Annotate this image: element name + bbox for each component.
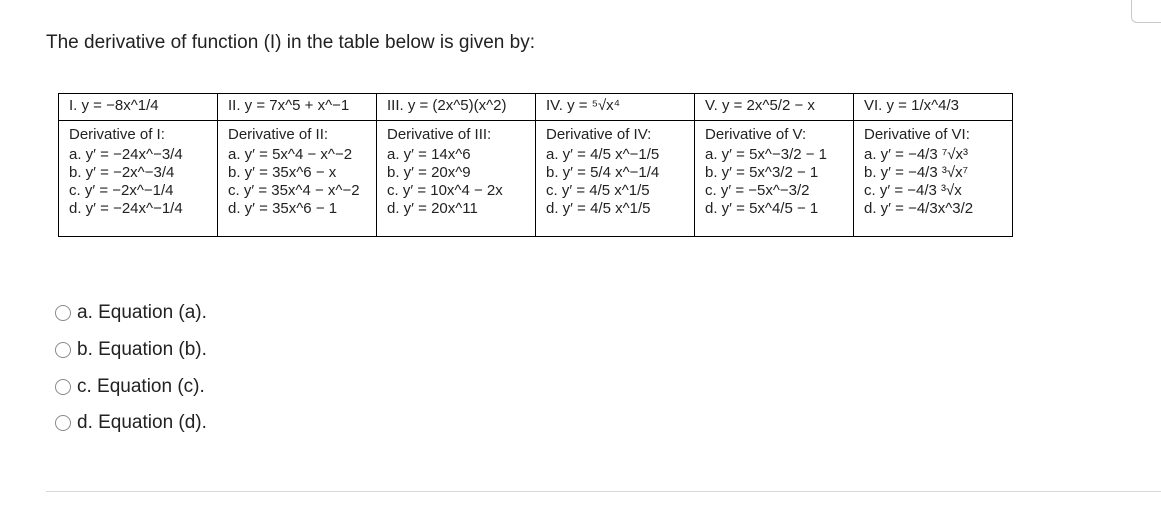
derivative-subheader: Derivative of V: xyxy=(705,126,807,143)
divider xyxy=(46,491,1161,492)
answer-choice-b[interactable] xyxy=(55,332,207,369)
radio-button-a[interactable] xyxy=(55,305,71,321)
function-label: IV. y = ⁵√x⁴ xyxy=(546,97,621,114)
derivative-option: d. y′ = 20x^11 xyxy=(387,200,478,217)
answer-choice-label: d. Equation (d). xyxy=(77,412,207,434)
derivative-option: b. y′ = 5x^3/2 − 1 xyxy=(705,164,819,181)
corner-box xyxy=(1131,0,1161,23)
answer-choice-label: a. Equation (a). xyxy=(77,302,207,324)
derivative-option: c. y′ = 10x^4 − 2x xyxy=(387,182,503,199)
derivative-option: c. y′ = −4/3 ³√x xyxy=(864,182,962,199)
table-header-row xyxy=(59,94,1013,121)
table-cell-derivatives-4 xyxy=(536,121,695,237)
derivative-option: b. y′ = 35x^6 − x xyxy=(228,164,337,181)
answer-choice-d[interactable] xyxy=(55,405,207,442)
function-label: II. y = 7x^5 + x^−1 xyxy=(228,97,350,114)
answer-choice-label: b. Equation (b). xyxy=(77,339,207,361)
table-body-row xyxy=(59,121,1013,237)
derivative-subheader: Derivative of III: xyxy=(387,126,492,143)
derivative-option: d. y′ = 35x^6 − 1 xyxy=(228,200,338,217)
derivative-subheader: Derivative of VI: xyxy=(864,126,970,143)
answer-choice-a[interactable] xyxy=(55,295,207,332)
derivative-option: a. y′ = 5x^4 − x^−2 xyxy=(228,146,353,163)
table-cell-function-4 xyxy=(536,94,695,121)
derivative-option: b. y′ = −4/3 ³√x⁷ xyxy=(864,164,969,181)
table-cell-derivatives-5 xyxy=(695,121,854,237)
derivative-subheader: Derivative of I: xyxy=(69,126,165,143)
table-cell-function-1 xyxy=(59,94,218,121)
answer-choice-c[interactable] xyxy=(55,368,207,405)
table-cell-derivatives-3 xyxy=(377,121,536,237)
radio-button-c[interactable] xyxy=(55,379,71,395)
table-cell-function-3 xyxy=(377,94,536,121)
derivative-option: c. y′ = 35x^4 − x^−2 xyxy=(228,182,360,199)
table-cell-derivatives-2 xyxy=(218,121,377,237)
derivative-option: a. y′ = −24x^−3/4 xyxy=(69,146,183,163)
table-cell-derivatives-6 xyxy=(854,121,1013,237)
derivative-option: d. y′ = 5x^4/5 − 1 xyxy=(705,200,819,217)
derivative-option: a. y′ = 4/5 x^−1/5 xyxy=(546,146,660,163)
question-text: The derivative of function (I) in the table below is given by: xyxy=(46,32,535,53)
radio-button-d[interactable] xyxy=(55,415,71,431)
derivative-option: c. y′ = −2x^−1/4 xyxy=(69,182,174,199)
derivative-table xyxy=(58,93,1013,237)
derivative-option: c. y′ = 4/5 x^1/5 xyxy=(546,182,650,199)
derivative-option: c. y′ = −5x^−3/2 xyxy=(705,182,810,199)
function-label: VI. y = 1/x^4/3 xyxy=(864,97,960,114)
radio-button-b[interactable] xyxy=(55,342,71,358)
derivative-option: a. y′ = 14x^6 xyxy=(387,146,471,163)
function-label: III. y = (2x^5)(x^2) xyxy=(387,97,507,114)
table-cell-function-2 xyxy=(218,94,377,121)
answer-choices xyxy=(55,295,207,442)
table-cell-function-6 xyxy=(854,94,1013,121)
derivative-subheader: Derivative of II: xyxy=(228,126,329,143)
derivative-option: b. y′ = 20x^9 xyxy=(387,164,471,181)
derivative-option: d. y′ = −24x^−1/4 xyxy=(69,200,183,217)
derivative-option: d. y′ = 4/5 x^1/5 xyxy=(546,200,651,217)
function-label: V. y = 2x^5/2 − x xyxy=(705,97,815,114)
table-cell-function-5 xyxy=(695,94,854,121)
derivative-subheader: Derivative of IV: xyxy=(546,126,652,143)
derivative-option: b. y′ = 5/4 x^−1/4 xyxy=(546,164,660,181)
derivative-option: a. y′ = 5x^−3/2 − 1 xyxy=(705,146,828,163)
derivative-option: a. y′ = −4/3 ⁷√x³ xyxy=(864,146,969,163)
table-cell-derivatives-1 xyxy=(59,121,218,237)
answer-choice-label: c. Equation (c). xyxy=(77,375,205,397)
derivative-option: b. y′ = −2x^−3/4 xyxy=(69,164,175,181)
function-label: I. y = −8x^1/4 xyxy=(69,97,159,114)
derivative-option: d. y′ = −4/3x^3/2 xyxy=(864,200,974,217)
